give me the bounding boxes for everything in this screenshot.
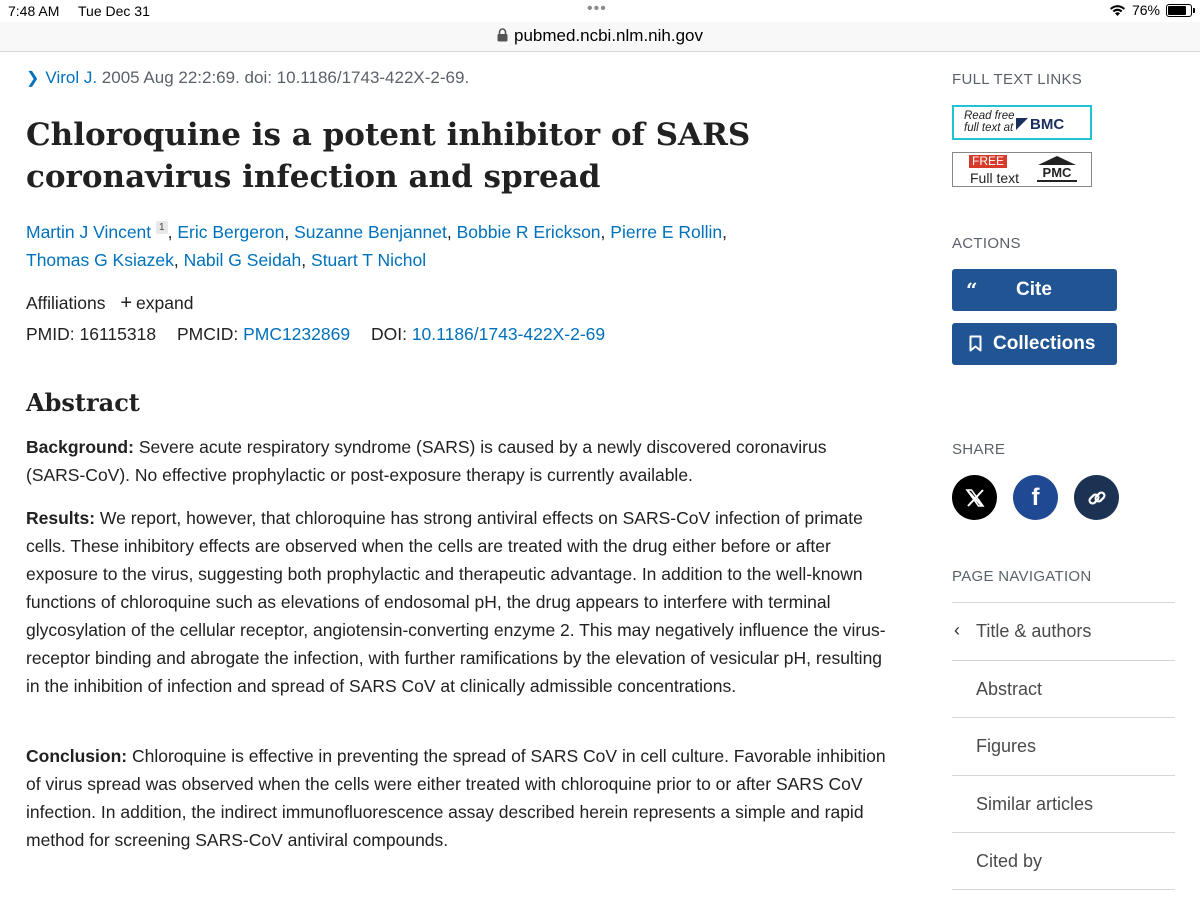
multitasking-dots-icon[interactable]: ••• — [587, 0, 607, 17]
bmc-full-text-link[interactable]: Read free full text at BMC — [952, 105, 1092, 140]
pmc-full-text-link[interactable]: FREE Full text PMC — [952, 152, 1092, 187]
wifi-icon — [1109, 4, 1126, 17]
author-link[interactable]: Bobbie R Erickson — [456, 222, 601, 242]
abstract-heading: Abstract — [26, 388, 140, 417]
nav-item-cited-by[interactable]: Cited by — [952, 832, 1175, 890]
status-date: Tue Dec 31 — [78, 3, 150, 19]
doi-link[interactable]: 10.1186/1743-422X-2-69 — [411, 324, 606, 344]
author-link[interactable]: Pierre E Rollin — [610, 222, 723, 242]
battery-percent: 76% — [1131, 2, 1160, 18]
full-text-links-heading: FULL TEXT LINKS — [952, 71, 1083, 88]
chevron-left-icon: ‹ — [954, 620, 960, 640]
author-link[interactable]: Suzanne Benjannet — [294, 222, 447, 242]
author-link[interactable]: Nabil G Seidah — [183, 250, 302, 270]
pmcid-link[interactable]: PMC1232869 — [243, 324, 351, 344]
nav-item-title-authors[interactable]: ‹ Title & authors — [952, 602, 1175, 660]
expand-affiliations-button[interactable]: + expand — [120, 292, 194, 314]
plus-icon: + — [120, 292, 133, 314]
address-bar[interactable] — [0, 22, 1200, 52]
battery-icon — [1166, 4, 1192, 17]
nav-item-abstract[interactable]: Abstract — [952, 660, 1175, 718]
citation-details: 2005 Aug 22:2:69. doi: 10.1186/1743-422X-2-69. — [101, 68, 470, 87]
author-link[interactable]: Martin J Vincent — [26, 222, 152, 242]
url-text[interactable]: pubmed.ncbi.nlm.nih.gov — [513, 26, 703, 45]
bmc-logo-icon — [1016, 118, 1028, 130]
cite-button[interactable]: “ Cite — [952, 269, 1117, 311]
affiliation-marker[interactable]: 1 — [156, 221, 168, 234]
author-link[interactable]: Thomas G Ksiazek — [26, 250, 174, 270]
quote-icon: “ — [966, 278, 978, 302]
author-list: Martin J Vincent 1 , Eric Bergeron, Suzanne Benjannet, Bobbie R Erickson, Pierre E Rollin, Thomas G Ksiazek, Nabil G Seidah, Stuart T Nichol — [26, 222, 728, 270]
status-bar — [0, 0, 1200, 22]
page-navigation-heading: PAGE NAVIGATION — [952, 568, 1092, 585]
citation-line — [26, 68, 469, 88]
abstract-conclusion: Conclusion: Chloroquine is effective in preventing the spread of SARS CoV in cell culture. Favorable inhibition of virus spread was observed when the cells were either treated with chloroquine prior to or after SARS CoV infection. In addition, the indirect immunofluorescence assay described herein represents a simple and rapid method for screening SARS-CoV antiviral compounds. — [26, 746, 886, 850]
share-buttons — [952, 475, 1119, 520]
share-link-button[interactable] — [1074, 475, 1119, 520]
collections-button[interactable]: Collections — [952, 323, 1117, 365]
share-x-button[interactable] — [952, 475, 997, 520]
status-time: 7:48 AM — [8, 3, 60, 19]
lock-icon — [497, 28, 508, 42]
facebook-icon: f — [1031, 483, 1040, 511]
chevron-right-icon[interactable]: ❯ — [26, 70, 40, 87]
nav-item-figures[interactable]: Figures — [952, 717, 1175, 775]
journal-link[interactable]: Virol J. — [45, 68, 98, 87]
pmc-logo-icon: PMC — [1037, 156, 1077, 182]
share-heading: SHARE — [952, 441, 1006, 458]
nav-item-similar-articles[interactable]: Similar articles — [952, 775, 1175, 833]
share-facebook-button[interactable] — [1013, 475, 1058, 520]
affiliations-row — [26, 292, 193, 315]
x-icon — [965, 488, 985, 508]
link-icon — [1086, 487, 1108, 509]
pmid-value: 16115318 — [79, 324, 157, 344]
article-title: Chloroquine is a potent inhibitor of SARS coronavirus infection and spread — [26, 117, 751, 195]
abstract-background: Background: Severe acute respiratory syndrome (SARS) is caused by a newly discovered coronavirus (SARS-CoV). No effective prophylactic or post-exposure therapy is currently available. — [26, 437, 827, 485]
page-navigation — [952, 602, 1175, 890]
bmc-logo: BMC — [1030, 116, 1065, 133]
abstract-results: Results: We report, however, that chloroquine has strong antiviral effects on SARS-CoV infection of primate cells. These inhibitory effects are observed when the cells are treated with the drug either before or after exposure to the virus, suggesting both prophylactic and therapeutic advantage. In addition to the well-known functions of chloroquine such as elevations of endosomal pH, the drug appears to interfere with terminal glycosylation of the cellular receptor, angiotensin-converting enzyme 2. This may negatively influence the virus-receptor binding and abrogate the infection, with further ramifications by the elevation of vesicular pH, resulting in the inhibition of infection and spread of SARS CoV at clinically admissible concentrations. — [26, 508, 886, 696]
bookmark-icon — [969, 335, 982, 352]
affiliations-label: Affiliations — [26, 293, 106, 313]
identifiers-row: PMID: 16115318 PMCID: PMC1232869 DOI: 10.1186/1743-422X-2-69 — [26, 324, 606, 344]
actions-heading: ACTIONS — [952, 235, 1021, 252]
free-badge: FREE — [969, 155, 1007, 168]
author-link[interactable]: Stuart T Nichol — [311, 250, 427, 270]
author-link[interactable]: Eric Bergeron — [177, 222, 285, 242]
